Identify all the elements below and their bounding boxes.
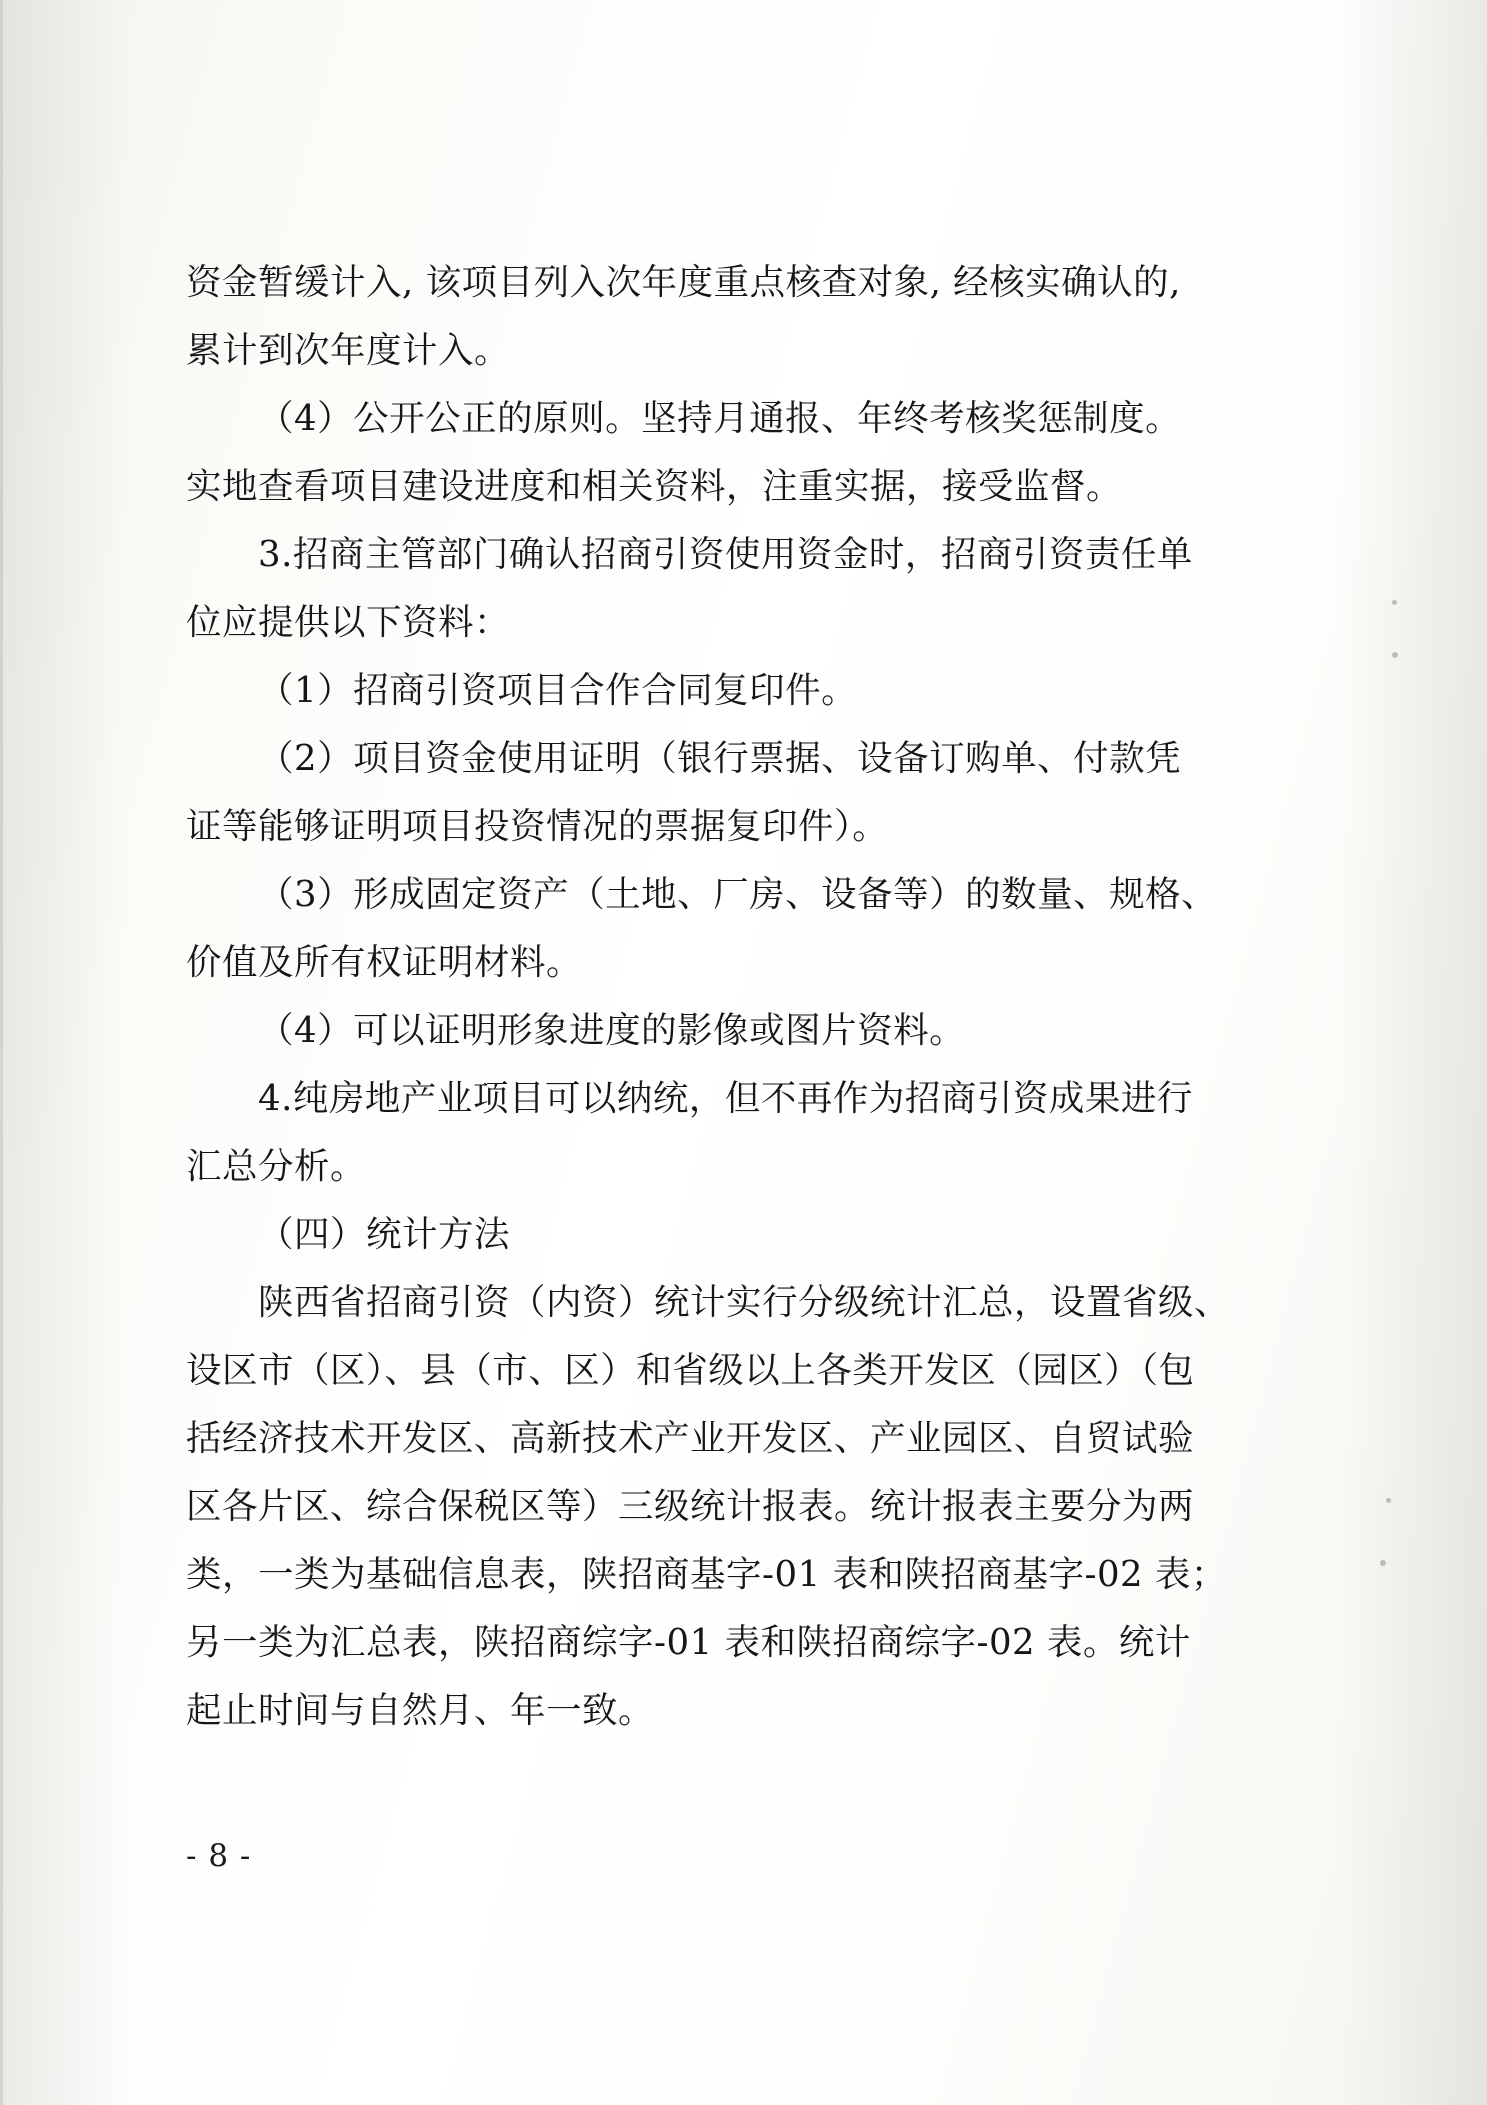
paragraph-line: （4）公开公正的原则。坚持月通报、年终考核奖惩制度。 (258, 398, 1182, 439)
scan-artifact (1380, 1560, 1386, 1566)
paragraph-line: （4）可以证明形象进度的影像或图片资料。 (258, 1010, 966, 1051)
paragraph-line: 证等能够证明项目投资情况的票据复印件）。 (186, 806, 889, 847)
paragraph-line: 4.纯房地产业项目可以纳统，但不再作为招商引资成果进行 (258, 1078, 1193, 1119)
paragraph-line: 括经济技术开发区、高新技术产业开发区、产业园区、自贸试验 (186, 1418, 1195, 1459)
paragraph-line: 位应提供以下资料： (186, 602, 511, 643)
page-number: - 8 - (186, 1838, 252, 1874)
paragraph-line: 起止时间与自然月、年一致。 (186, 1690, 655, 1731)
paragraph-line: 区各片区、综合保税区等）三级统计报表。统计报表主要分为两 (186, 1486, 1195, 1527)
paragraph-line: 3.招商主管部门确认招商引资使用资金时，招商引资责任单 (258, 534, 1193, 575)
document-body (186, 250, 1306, 1746)
page-edge-shadow (0, 0, 3, 2105)
paragraph-line: 价值及所有权证明材料。 (186, 942, 583, 983)
paragraph-line: 另一类为汇总表，陕招商综字-01 表和陕招商综字-02 表。统计 (186, 1622, 1191, 1663)
scan-artifact (1392, 652, 1398, 658)
paragraph-line: （3）形成固定资产（土地、厂房、设备等）的数量、规格、 (258, 874, 1218, 915)
scan-artifact (1386, 1498, 1391, 1503)
paragraph-line: 实地查看项目建设进度和相关资料，注重实据，接受监督。 (186, 466, 1123, 507)
paragraph-line: 累计到次年度计入。 (186, 330, 511, 371)
paragraph-line: 汇总分析。 (186, 1146, 367, 1187)
paragraph-line: 设区市（区）、县（市、区）和省级以上各类开发区（园区）（包 (186, 1350, 1195, 1391)
paragraph-line: 资金暂缓计入, 该项目列入次年度重点核查对象, 经核实确认的, (186, 262, 1181, 303)
paragraph-line: 陕西省招商引资（内资）统计实行分级统计汇总，设置省级、 (258, 1282, 1231, 1323)
paragraph-line: （2）项目资金使用证明（银行票据、设备订购单、付款凭 (258, 738, 1182, 779)
paragraph-line: （四）统计方法 (258, 1214, 511, 1255)
scan-artifact (1392, 600, 1397, 605)
paragraph-line: （1）招商引资项目合作合同复印件。 (258, 670, 858, 711)
paragraph-line: 类，一类为基础信息表，陕招商基字-01 表和陕招商基字-02 表； (186, 1554, 1227, 1595)
